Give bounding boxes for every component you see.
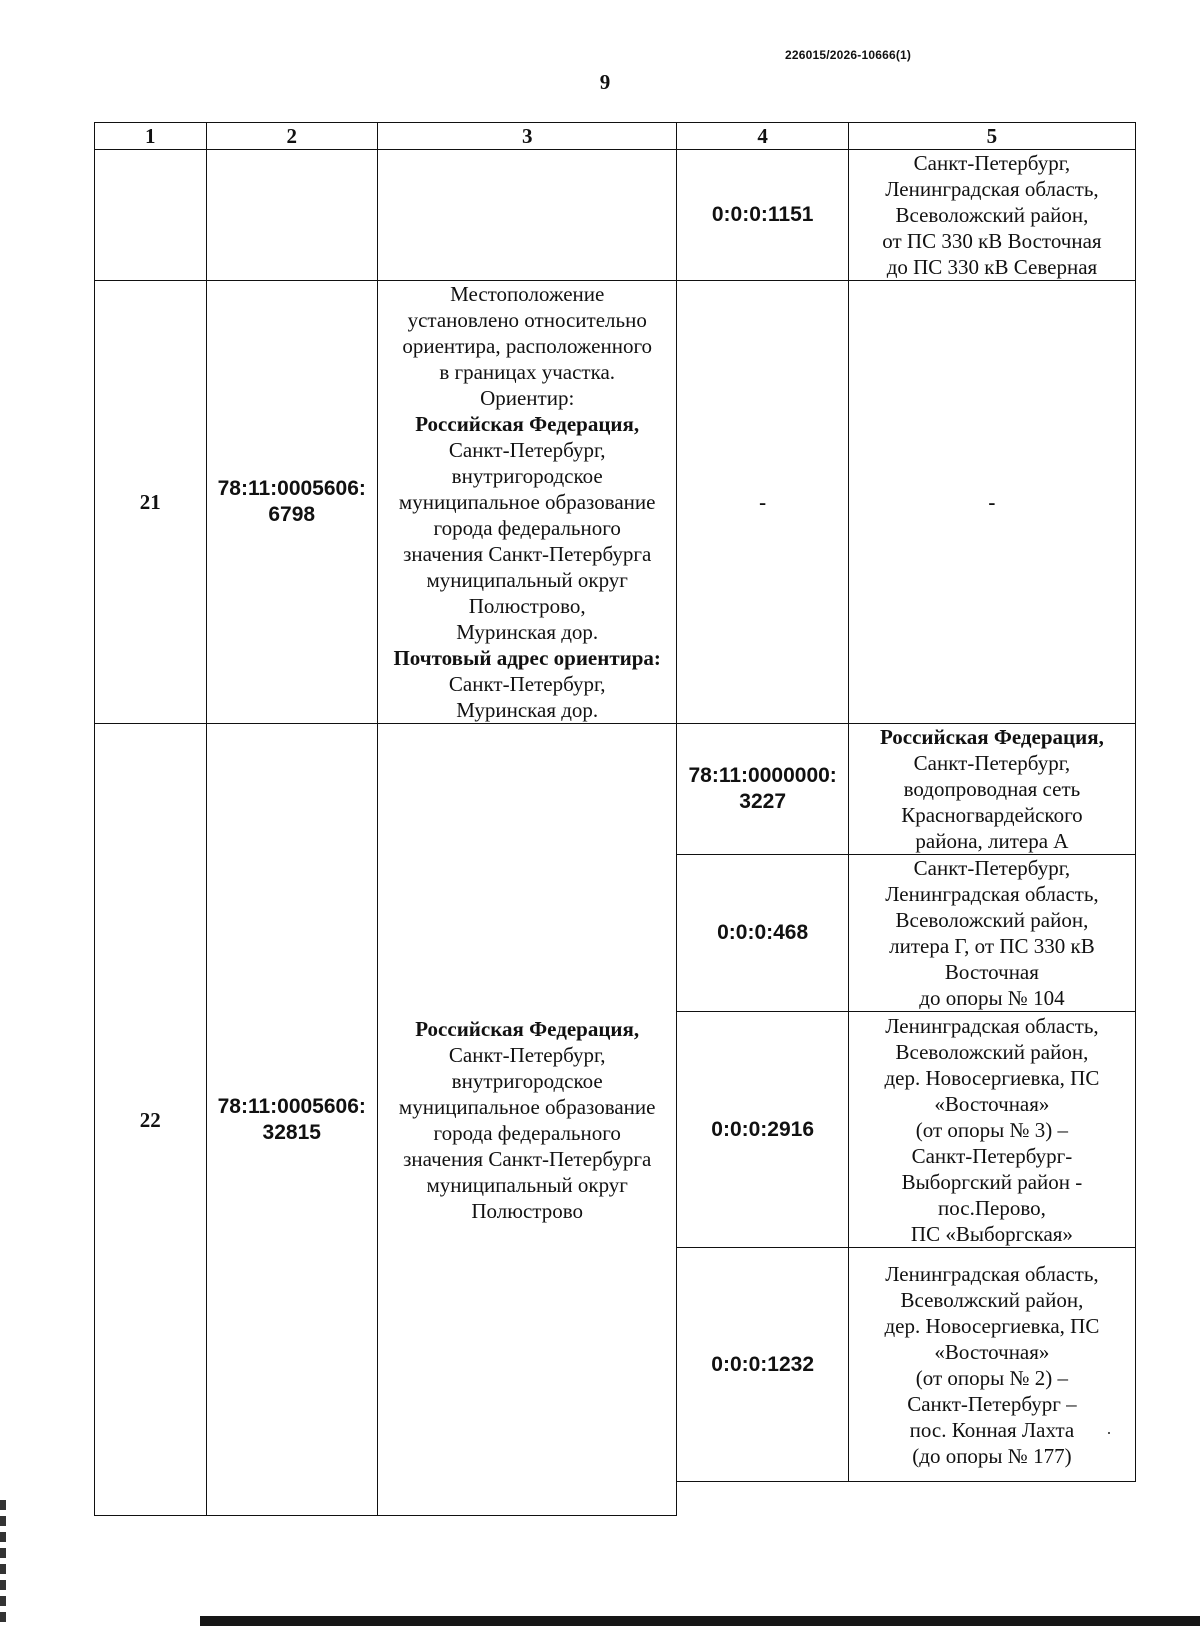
text-line: 32815 [262, 1120, 321, 1144]
row22-number: 22 [95, 724, 207, 1516]
text-line: Выборгский район - [901, 1169, 1083, 1194]
row22-tail-cell-5 [848, 1482, 1135, 1516]
text-line: Красногвардейского [901, 803, 1083, 827]
text-line: Санкт-Петербург, [448, 1042, 606, 1067]
text-line: Всеволожский район, [895, 203, 1089, 227]
column-header-4: 4 [677, 123, 848, 150]
row22-location-details [382, 1042, 672, 1224]
cont-cell-1 [95, 150, 207, 281]
page-number: 9 [599, 70, 611, 94]
text-line: Санкт-Петербург, [448, 438, 606, 462]
text-line: Ленинградская область, [885, 177, 1099, 201]
text-line: Санкт-Петербург, [913, 856, 1071, 880]
row22-sub4-address [848, 1248, 1135, 1482]
text-line: 0:0:0:1232 [711, 1352, 815, 1376]
document-number: 226015/2026-10666(1) [785, 48, 912, 62]
text-line: Ориентир: [480, 386, 575, 410]
text-line: внутригородское [451, 1068, 603, 1093]
text-line: Полюстрово, [468, 594, 586, 618]
row21-col4: - [677, 281, 848, 724]
text-line: Местоположение [450, 282, 605, 306]
text-line: от ПС 330 кВ Восточная [882, 229, 1102, 253]
text-line: литера Г, от ПС 330 кВ [889, 934, 1095, 958]
cont-cadastral-cell: 0:0:0:1151 [677, 150, 848, 281]
text-line: 78:11:0005606: [217, 1094, 366, 1118]
row22-sub2-cadastral [677, 855, 848, 1012]
text-line: «Восточная» [934, 1339, 1050, 1364]
text-line: 3227 [739, 790, 786, 813]
row22-tail-cell [677, 1482, 848, 1516]
column-header-2: 2 [206, 123, 377, 150]
text-line: Всеволожский район, [895, 1039, 1089, 1064]
text-line: муниципальное образование [398, 490, 656, 514]
row21-location [377, 281, 676, 724]
text-line: 6798 [268, 503, 316, 526]
row22-sub1-cadastral [677, 724, 848, 855]
column-header-1: 1 [95, 123, 207, 150]
table-row-22-sub-1 [95, 724, 1136, 855]
row21-postal-label: Почтовый адрес ориентира: [393, 646, 661, 670]
text-line: Полюстрово [471, 1198, 583, 1223]
row21-number: 21 [95, 281, 207, 724]
scan-edge-left [0, 1500, 6, 1626]
scan-edge-bottom [200, 1616, 1200, 1626]
text-line: района, литера А [915, 829, 1069, 853]
text-line: муниципальный округ [426, 568, 628, 592]
text-line: 0:0:0:468 [717, 921, 809, 944]
text-line: 78:11:0005606: [217, 477, 366, 500]
text-line: муниципальный округ [426, 1172, 628, 1197]
cont-address-cell [848, 150, 1135, 281]
text-line: дер. Новосергиевка, ПС [884, 1065, 1100, 1090]
text-line: Муринская дор. [456, 698, 599, 722]
text-line: Санкт-Петербург, [448, 672, 606, 696]
text-line: (до опоры № 177) [912, 1443, 1072, 1468]
text-line: Ленинградская область, [885, 882, 1099, 906]
text-line: до ПС 330 кВ Северная [886, 255, 1098, 279]
cont-cell-3 [377, 150, 676, 281]
text-line: значения Санкт-Петербурга [403, 1146, 652, 1171]
text-line: значения Санкт-Петербурга [403, 542, 652, 566]
row22-sub1-address-lines [853, 750, 1131, 854]
row22-sub3-cadastral [677, 1012, 848, 1248]
text-line: дер. Новосергиевка, ПС [884, 1313, 1100, 1338]
column-header-5: 5 [848, 123, 1135, 150]
cadastral-table [94, 122, 1136, 1516]
text-line: 0:0:0:2916 [711, 1117, 815, 1141]
text-line: пос.Перово, [938, 1195, 1046, 1220]
column-header-3: 3 [377, 123, 676, 150]
header-row [95, 123, 1136, 150]
scan-speck [1108, 1432, 1110, 1434]
text-line: «Восточная» [934, 1091, 1050, 1116]
text-line: 78:11:0000000: [688, 764, 837, 787]
text-line: ориентира, расположенного [402, 334, 653, 358]
text-line: муниципальное образование [398, 1094, 656, 1119]
row22-sub1-federation: Российская Федерация, [879, 725, 1104, 749]
text-line: внутригородское [451, 464, 603, 488]
text-line: Ленинградская область, [885, 1013, 1099, 1038]
row22-sub4-cadastral [677, 1248, 848, 1482]
row22-cadastral-number [206, 724, 377, 1516]
text-line: Санкт-Петербург, [913, 151, 1071, 175]
text-line: пос. Конная Лахта [909, 1417, 1075, 1442]
row21-col5: - [848, 281, 1135, 724]
row21-location-intro [382, 281, 672, 411]
text-line: Всеволжский район, [900, 1287, 1084, 1312]
text-line: Всеволожский район, [895, 908, 1089, 932]
table-row-continuation [95, 150, 1136, 281]
row21-postal-lines [382, 671, 672, 723]
row21-cadastral-number [206, 281, 377, 724]
row22-federation: Российская Федерация, [415, 1016, 640, 1041]
row22-sub3-address [848, 1012, 1135, 1248]
text-line: Санкт-Петербург, [913, 751, 1071, 775]
text-line: Санкт-Петербург – [907, 1391, 1077, 1416]
text-line: до опоры № 104 [919, 986, 1065, 1010]
text-line: в границах участка. [439, 360, 616, 384]
table-row-21 [95, 281, 1136, 724]
text-line: (от опоры № 3) – [915, 1117, 1069, 1142]
text-line: установлено относительно [407, 308, 647, 332]
text-line: города федерального [433, 1120, 621, 1145]
cont-cell-2 [206, 150, 377, 281]
row21-location-details [382, 437, 672, 645]
text-line: Санкт-Петербург- [911, 1143, 1073, 1168]
text-line: Восточная [944, 960, 1039, 984]
row22-sub2-address [848, 855, 1135, 1012]
text-line: водопроводная сеть [903, 777, 1081, 801]
text-line: Муринская дор. [456, 620, 599, 644]
text-line: (от опоры № 2) – [915, 1365, 1069, 1390]
text-line: города федерального [433, 516, 621, 540]
row22-location [377, 724, 676, 1516]
text-line: Ленинградская область, [885, 1261, 1099, 1286]
row22-sub1-address [848, 724, 1135, 855]
row21-federation: Российская Федерация, [415, 412, 640, 436]
text-line: ПС «Выборгская» [910, 1221, 1073, 1246]
